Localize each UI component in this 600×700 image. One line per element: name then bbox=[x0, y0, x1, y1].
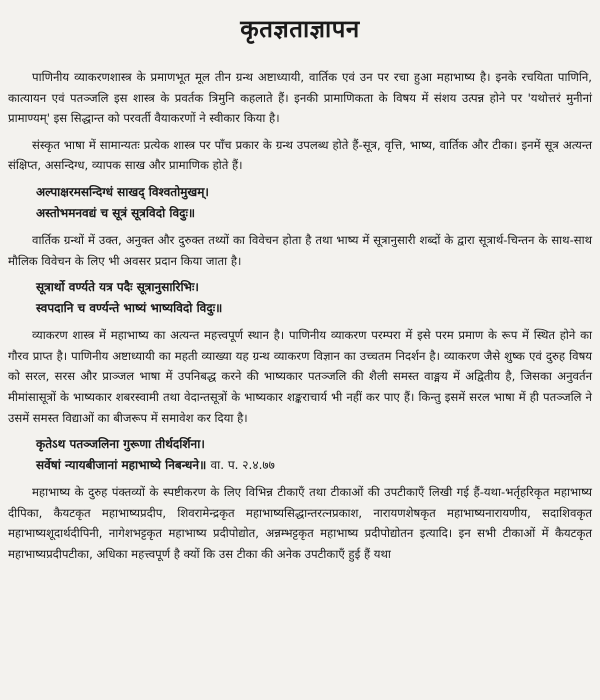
verse-bhashya-definition bbox=[36, 277, 592, 319]
paragraph-commentaries: महाभाष्य के दुरुह पंक्तव्यों के स्पष्टीकरण के लिए विभिन्न टीकाएँ तथा टीकाओं की उपटीकाएँ लिखी गई हैं-यथा-भर्तृहरिकृत महाभाष्य दीपिका, कैयटकृत महाभाष्यप्रदीप, शिवरामेन्द्रकृत महाभाष्यसिद्धान्तरत्नप्रकाश, नारायणशेषकृत महाभाष्यनारायणीय, सदाशिवकृत महाभाष्यशूदार्थदीपिनी, नागेशभट्टकृत महाभाष्य प्रदीपोद्योत, अन्नम्भट्टकृत महाभाष्य प्रदीपोद्योतन इत्यादि। इन सभी टीकाओं में कैयटकृत महाभाष्यप्रदीपटीका, अधिका महत्त्वपूर्ण है क्यों कि उस टीका की अनेक उपटीकाएँ हुई हैं यथा bbox=[8, 485, 592, 561]
verse-patanjali bbox=[36, 434, 592, 476]
verse-line: सूत्रार्थो वर्ण्यते यत्र पदैः सूत्रानुसारिभिः। bbox=[36, 280, 199, 295]
verse-sutra-definition bbox=[36, 182, 592, 224]
verse-reference: वा. प. २.४.७७ bbox=[210, 458, 275, 473]
verse-line-with-reference bbox=[36, 455, 592, 476]
verse-line: अस्तोभमनवद्यं च सूत्रं सूत्रविदो विदुः॥ bbox=[36, 205, 196, 220]
paragraph-mahabhashya: व्याकरण शास्त्र में महाभाष्य का अत्यन्त महत्त्वपूर्ण स्थान है। पाणिनीय व्याकरण परम्परा में इसे परम प्रमाण के रूप में स्थित होने का गौरव प्राप्त है। पाणिनीय अष्टाध्यायी का महती व्याख्या यह ग्रन्थ व्याकरण विज्ञान का उच्चतम निदर्शन है। व्याकरण जैसे शुष्क एवं दुरुह विषय को सरल, सरस और प्राञ्जल भाषा में उपनिबद्ध करने की भाष्यकार पतञ्जलि की शैली समस्त वाङ्मय में अद्वितीय है, जिसका अनुवर्तन मीमांसासूत्रों के भाष्यकार शबरस्वामी तथा वेदान्तसूत्रों के भाष्यकार शङ्कराचार्य भी नहीं कर पाए हैं। किन्तु इसमें सरल भाषा में ही पतञ्जलि ने उसमें समस्त विद्याओं का बीजरूप में समावेश कर दिया है। bbox=[8, 328, 592, 425]
verse-line: सर्वेषां न्यायबीजानां महाभाष्ये निबन्धने॥ bbox=[36, 458, 207, 473]
paragraph-intro: पाणिनीय व्याकरणशास्त्र के प्रमाणभूत मूल तीन ग्रन्थ अष्टाध्यायी, वार्तिक एवं उन पर रचा हुआ महाभाष्य है। इनके रचयिता पाणिनि, कात्यायन एवं पतञ्जलि इस शास्त्र के प्रवर्तक त्रिमुनि कहलाते हैं। इनकी प्रामाणिकता के विषय में संशय उत्पन्न होने पर 'यथोत्तरं मुनीनां प्रामाण्यम्' इस सिद्धान्त को परवर्ती वैयाकरणों ने स्वीकार किया है। bbox=[8, 70, 592, 126]
paragraph-sutra: संस्कृत भाषा में सामान्यतः प्रत्येक शास्त्र पर पाँच प्रकार के ग्रन्थ उपलब्ध होते हैं-सूत्र, वृत्ति, भाष्य, वार्तिक और टीका। इनमें सूत्र अत्यन्त संक्षिप्त, असन्दिग्ध, व्यापक साख और प्रामाणिक होते हैं। bbox=[8, 137, 592, 173]
page-title: कृतज्ञताज्ञापन bbox=[240, 15, 360, 43]
verse-line: अल्पाक्षरमसन्दिग्धं साखद् विश्वतोमुखम्। bbox=[36, 184, 209, 199]
paragraph-vartika: वार्तिक ग्रन्थों में उक्त, अनुक्त और दुरुक्त तथ्यों का विवेचन होता है तथा भाष्य में सूत्रानुसारी शब्दों के द्वारा सूत्रार्थ-चिन्तन के साथ-साथ मौलिक विवेचन के लिए भी अवसर प्रदान किया जाता है। bbox=[8, 232, 592, 268]
verse-line: स्वपदानि च वर्ण्यन्ते भाष्यं भाष्यविदो विदुः॥ bbox=[36, 301, 223, 316]
verse-line: कृतेऽथ पतञ्जलिना गुरूणा तीर्थदर्शिना। bbox=[36, 437, 205, 452]
